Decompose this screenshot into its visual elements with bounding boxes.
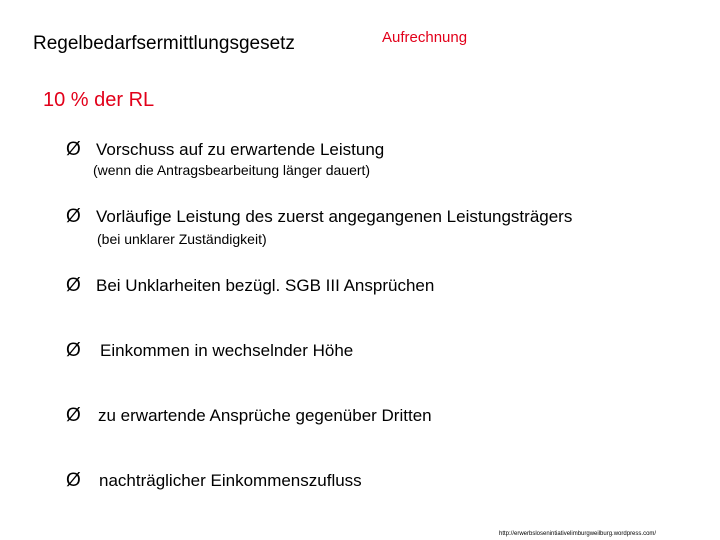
arrow-bullet-icon: Ø: [66, 139, 81, 160]
list-item-note: (bei unklarer Zuständigkeit): [97, 231, 267, 247]
list-item-text: Vorschuss auf zu erwartende Leistung: [96, 140, 385, 159]
list-item: [66, 139, 384, 161]
list-item-text: nachträglicher Einkommenszufluss: [99, 471, 362, 490]
list-item: [66, 275, 434, 297]
list-item: [66, 405, 432, 427]
list-item-note: (wenn die Antragsbearbeitung länger dauert): [93, 162, 371, 178]
list-item: [66, 470, 362, 492]
main-heading: 10 % der RL: [43, 89, 155, 111]
list-item-text: Vorläufige Leistung des zuerst angegangenen Leistungsträgers: [96, 207, 573, 226]
section-subtitle: Aufrechnung: [382, 29, 468, 46]
arrow-bullet-icon: Ø: [66, 275, 81, 296]
list-item-text: zu erwartende Ansprüche gegenüber Dritten: [98, 406, 432, 425]
arrow-bullet-icon: Ø: [66, 340, 81, 361]
list-item-text: Bei Unklarheiten bezügl. SGB III Ansprüchen: [96, 276, 435, 295]
list-item: [66, 340, 353, 362]
page-title: Regelbedarfsermittlungsgesetz: [33, 33, 295, 54]
list-item-text: Einkommen in wechselnder Höhe: [100, 341, 354, 360]
arrow-bullet-icon: Ø: [66, 206, 81, 227]
footer-url: http://erwerbslosenintiativelimburgweilburg.wordpress.com/: [499, 531, 657, 537]
arrow-bullet-icon: Ø: [66, 405, 81, 426]
list-item: [66, 206, 572, 228]
arrow-bullet-icon: Ø: [66, 470, 81, 491]
